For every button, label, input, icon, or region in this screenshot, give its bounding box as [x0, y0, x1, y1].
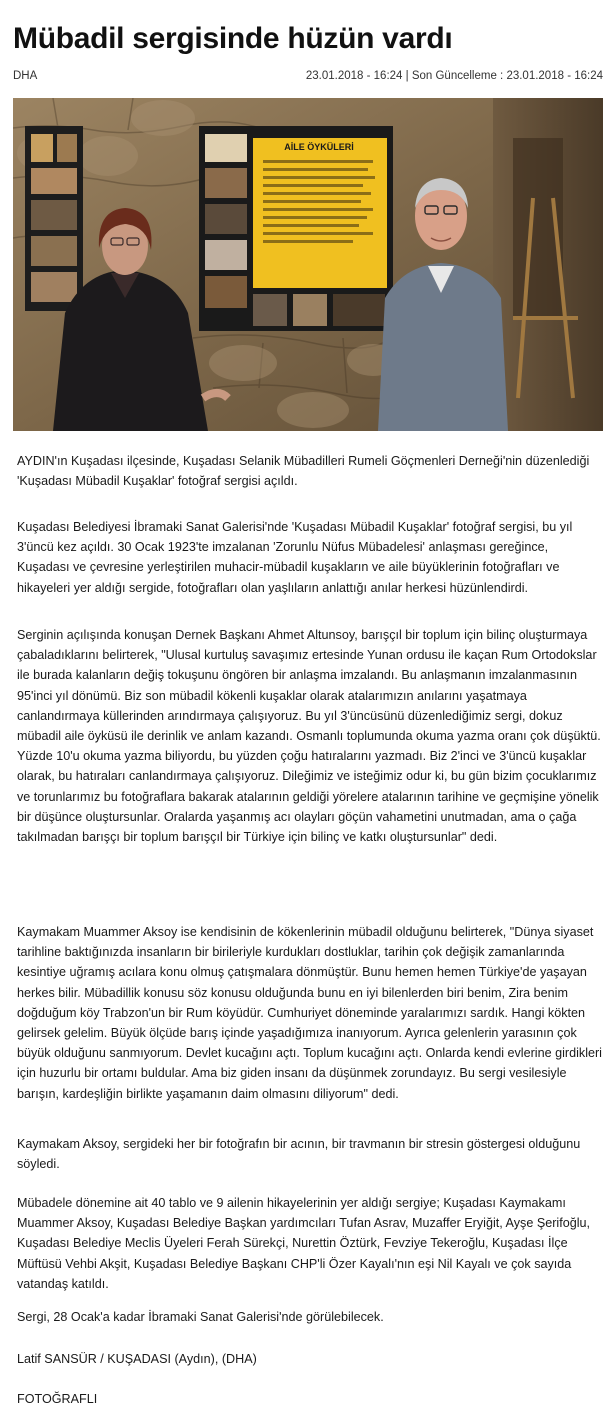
article-paragraph: Kuşadası Belediyesi İbramaki Sanat Galerisi'nde 'Kuşadası Mübadil Kuşaklar' fotoğraf sergisi, bu yıl 3'üncü kez açıldı. 30 Ocak 1923'te imzalanan 'Zorunlu Nüfus Mübadelesi' anlaşması gereğince, Kuşadası ve çevresine yerleştirilen muhacir-mübadil kuşakların ve aile büyüklerinin fotoğrafları ve hikayeleri yer aldığı sergide, fotoğrafları olan yaşlıların anlattığı anılar herkesi hüzünlendirdi. — [17, 520, 573, 595]
exhibition-photo-illustration — [13, 98, 603, 431]
published-date: 23.01.2018 - 16:24 — [305, 70, 403, 82]
article-source: DHA — [13, 70, 38, 82]
poster-title: AİLE ÖYKÜLERİ — [284, 142, 354, 152]
article-paragraph: Sergi, 28 Ocak'a kadar İbramaki Sanat Galerisi'nde görülebilecek. — [17, 1310, 384, 1324]
updated-label: Son Güncelleme : — [411, 70, 507, 82]
article-dates — [306, 70, 603, 82]
article-paragraph: Serginin açılışında konuşan Dernek Başkanı Ahmet Altunsoy, barışçıl bir toplum için bilinç oluşturmaya çabaladıklarını belirterek, "Ulusal kurtuluş savaşımız ertesinde Yunan ordusu ile kaçan Rum Ortodokslar ile burada kalanların değiş tokuşunu öngören bir anlaşma imzalandı. Bu anlaşmanın imzalanmasının 95'inci yıl dönümü. Biz son mübadil kökenli kuşaklar olarak atalarımızın anılarını yaşatmaya canlandırmaya küllerinden arındırmaya çalışıyoruz. Bu yıl 3'üncüsünü düzenlediğimiz sergi, dokuz mübadil aile öyküsü ile derinlik ve anlam kazandı. Osmanlı toplumunda okuma yazma oranı çok düşüktü. Yüzde 10'u okuma yazma biliyordu, bu yüzden çoğu hatıralarını yazmadı. Biz 2'inci ve 3'üncü kuşaklar olarak, bu hatıraları canlandırmaya çalışıyoruz. Dileğimiz ve isteğimiz odur ki, bu gün bizim çocuklarımız ve torunlarımız bu fotoğraflara bakarak atalarının geldiği yörelere atalarının tarihine ve geçmişine yönelik bir düşünce oluştursunlar. Oralarda yaşanmış acı olayları göçün vahametini unutmadan, ama o çağa takılmadan barışçı bir toplum barışçıl bir Türkiye için bilinç ve katkı oluştursunlar" dedi. — [17, 628, 601, 845]
article-byline: Latif SANSÜR / KUŞADASI (Aydın), (DHA) — [17, 1352, 257, 1366]
article-title: Mübadil sergisinde hüzün vardı — [13, 22, 453, 55]
meta-separator: | — [402, 70, 412, 82]
article-paragraph: Mübadele dönemine ait 40 tablo ve 9 ailenin hikayelerinin yer aldığı sergiye; Kuşadası Kaymakamı Muammer Aksoy, Kuşadası Belediye Başkan yardımcıları Tufan Asrav, Muzaffer Eryiğit, Ayşe Şerifoğlu, Kuşadası Belediye Meclis Üyeleri Ferah Sürekçi, Nurettin Öztürk, Fevziye Tekeroğlu, Kuşadası İlçe Müftüsü Vehbi Akşit, Kuşadası Belediye Başkanı CHP'li Özer Kayalı'nın eşi Nil Kayalı ve çok sayıda vatandaş katıldı. — [17, 1196, 591, 1291]
updated-date: 23.01.2018 - 16:24 — [506, 70, 603, 82]
article-photo — [13, 98, 603, 431]
article-tag-photo: FOTOĞRAFLI — [17, 1392, 98, 1406]
article-meta — [13, 68, 603, 86]
article-paragraph: AYDIN'ın Kuşadası ilçesinde, Kuşadası Selanik Mübadilleri Rumeli Göçmenleri Derneği'nin düzenlediği 'Kuşadası Mübadil Kuşaklar' fotoğraf sergisi açıldı. — [17, 454, 590, 489]
article-paragraph: Kaymakam Aksoy, sergideki her bir fotoğrafın bir acının, bir travmanın bir stresin göstergesi olduğunu söyledi. — [17, 1137, 581, 1172]
article-paragraph: Kaymakam Muammer Aksoy ise kendisinin de kökenlerinin mübadil olduğunu belirterek, "Dünya siyaset tarihline baktığınızda insanların bir birileriyle kurdukları dostluklar, tarihin çok değişik zamanlarında kesintiye uğramış acılara konu olmuş çatışmalara dönmüştür. Bunu hemen hemen Türkiye'de yaşayan herkes bilir. Mübadillik konusu söz konusu olduğunda bunu en iyi bilenlerden biri benim, Zira benim doğduğum köy Trabzon'un bir Rum köyüdür. Cumhuriyet döneminde yaralarımızı sardık. Hangi kökten gelirsek gelelim. Büyük ölçüde barış içinde yaşadığımıza inanıyorum. Ayrıca gelenlerin yarasının çok büyük olduğunu sanmıyorum. Devlet kucağını açtı. Toplum kucağını açtı. Onlarda kendi evlerine girdikleri için huzurlu bir ortamı buldular. Ama biz giden insanı da düşünmek zorundayız. Bu sergi vesilesiyle barışın, kardeşliğin birlikte yaşamanın daim olmasını diliyorum" dedi. — [17, 925, 602, 1101]
